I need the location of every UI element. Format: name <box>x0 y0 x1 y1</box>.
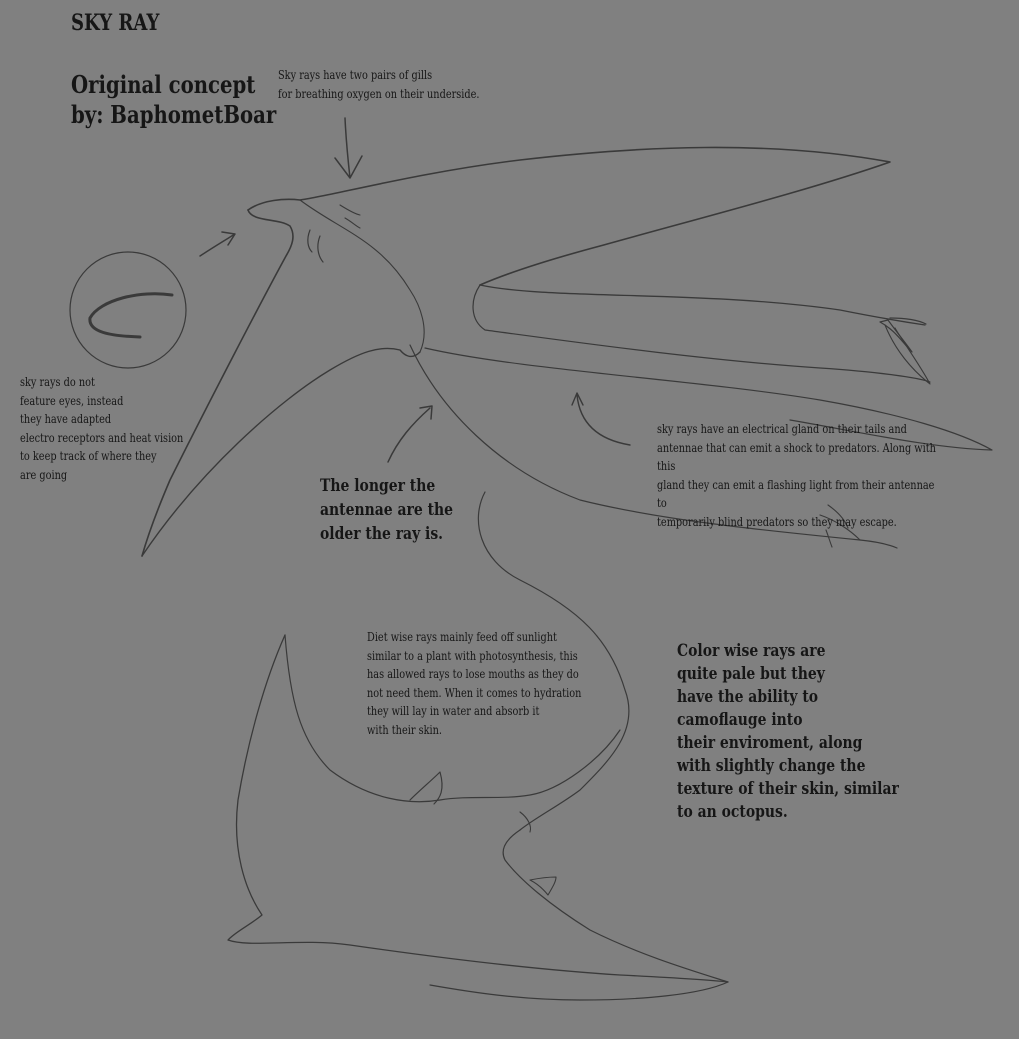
upper-ray-body <box>300 200 424 352</box>
arrow-gland <box>572 393 630 445</box>
gill-mark-4 <box>345 218 360 228</box>
gill-mark-2 <box>318 236 323 262</box>
color-note: Color wise rays are quite pale but they have the ability to camoflauge into their enviroment, along with slightly change the texture of their skin, similar to an octopus. <box>677 641 899 822</box>
arrow-eyes <box>200 232 235 256</box>
lower-ray-gill <box>530 877 556 895</box>
upper-ray-top-wing <box>248 147 890 285</box>
diet-note: Diet wise rays mainly feed off sunlight similar to a plant with photosynthesis, this has allowed rays to lose mouths as they do not need them. When it comes to hydration they will lay in water and absorb it with their skin. <box>367 629 582 737</box>
arrow-gills <box>335 118 362 178</box>
antennae-note: The longer the antennae are the older the ray is. <box>320 476 454 544</box>
eyes-note: sky rays do not feature eyes, instead they have adapted electro receptors and heat vision to keep track of where they are going <box>20 374 184 482</box>
lower-ray-right-wing <box>430 830 728 1000</box>
upper-ray-antenna-1-base <box>473 285 930 382</box>
page-title: SKY RAY <box>71 10 160 36</box>
leaf-tip-1 <box>880 318 926 352</box>
eye-detail-circle <box>70 252 186 368</box>
gland-note: sky rays have an electrical gland on their tails and antennae that can emit a shock to predators. Along with this gland they can emit a flashing light from their antennae to temporarily blind predators so they may escape. <box>657 421 936 529</box>
gill-mark-1 <box>308 230 312 252</box>
eye-detail-line <box>90 294 172 337</box>
lower-ray-head-notch <box>410 772 442 804</box>
gills-note: Sky rays have two pairs of gills for breathing oxygen on their underside. <box>278 67 480 101</box>
concept-credit: Original concept by: BaphometBoar <box>71 70 277 129</box>
gill-mark-3 <box>340 205 360 215</box>
arrow-antennae <box>388 406 432 462</box>
upper-ray-antenna-1 <box>480 285 925 325</box>
